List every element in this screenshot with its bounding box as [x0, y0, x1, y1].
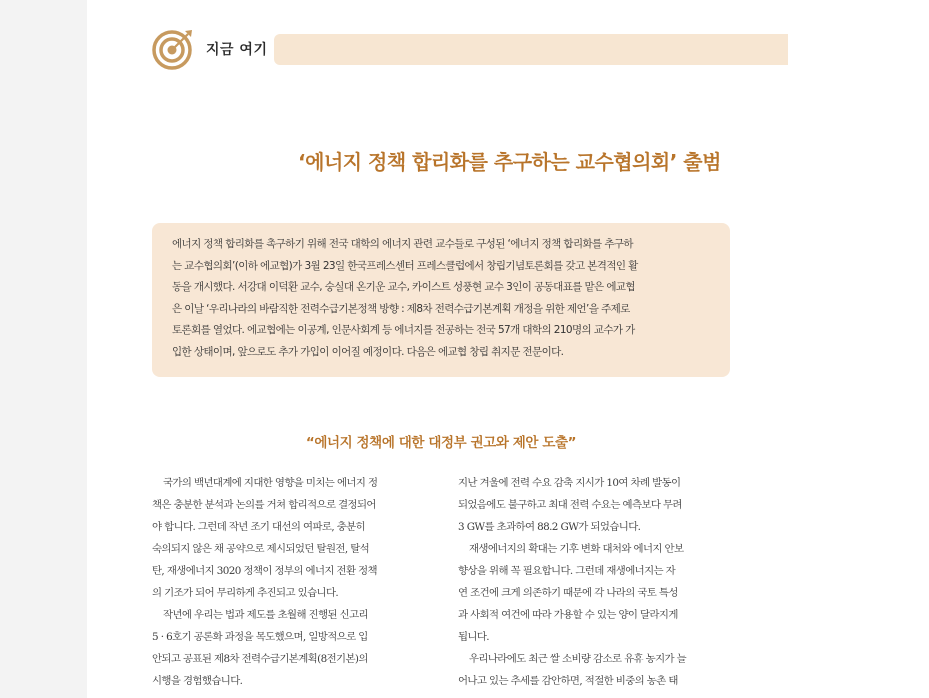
summary-box: [152, 223, 730, 377]
body-line: 5 · 6호기 공론화 과정을 목도했으며, 일방적으로 입: [152, 631, 368, 643]
body-line: 우리나라에도 최근 쌀 소비량 감소로 유휴 농지가 늘: [469, 653, 687, 665]
body-line: 탄, 재생에너지 3020 정책이 정부의 에너지 전환 정책: [152, 565, 377, 577]
header-bar: [274, 34, 788, 65]
summary-line: 는 교수협의회’(이하 에교협)가 3월 23일 한국프레스센터 프레스클럽에서 창립기념토론회를 갖고 본격적인 활: [172, 259, 638, 272]
article-title: ‘에너지 정책 합리화를 추구하는 교수협의회’ 출범: [298, 150, 721, 174]
body-column-left: [152, 472, 427, 692]
body-line: 연 조건에 크게 의존하기 때문에 각 나라의 국토 특성: [458, 587, 678, 599]
body-line: 어나고 있는 추세를 감안하면, 적절한 비중의 농촌 태: [458, 675, 678, 687]
body-line: 3 GW를 초과하여 88.2 GW가 되었습니다.: [458, 521, 641, 533]
body-line: 야 합니다. 그런데 작년 조기 대선의 여파로, 충분히: [152, 521, 366, 533]
summary-line: 은 이날 ‘우리나라의 바람직한 전력수급기본정책 방향 : 제8차 전력수급기본계획 개정을 위한 제언’을 주제로: [172, 302, 630, 315]
summary-line: 동을 개시했다. 서강대 이덕환 교수, 숭실대 온기운 교수, 카이스트 성풍현 교수 3인이 공동대표를 맡은 에교협: [172, 281, 635, 294]
summary-line: 입한 상태이며, 앞으로도 추가 가입이 이어질 예정이다. 다음은 에교협 창립 취지문 전문이다.: [172, 345, 564, 358]
page-left-margin: [0, 0, 87, 698]
body-line: 국가의 백년대계에 지대한 영향을 미치는 에너지 정: [163, 477, 378, 489]
summary-line: 에너지 정책 합리화를 촉구하기 위해 전국 대학의 에너지 관련 교수들로 구성된 ‘에너지 정책 합리화를 추구하: [172, 238, 633, 250]
body-line: 작년에 우리는 법과 제도를 초월해 진행된 신고리: [163, 609, 368, 621]
body-line: 과 사회적 여건에 따라 가용할 수 있는 양이 달라지게: [458, 609, 678, 621]
section-label: 지금 여기: [206, 42, 268, 58]
body-line: 숙의되지 않은 채 공약으로 제시되었던 탈원전, 탈석: [152, 543, 370, 555]
body-line: 시행을 경험했습니다.: [152, 675, 243, 687]
body-line: 재생에너지의 확대는 기후 변화 대처와 에너지 안보: [469, 543, 684, 555]
summary-line: 토론회를 열었다. 에교협에는 이공계, 인문사회계 등 에너지를 전공하는 전국 57개 대학의 210명의 교수가 가: [172, 324, 635, 337]
body-line: 책은 충분한 분석과 논의를 거쳐 합리적으로 결정되어: [152, 499, 376, 511]
body-line: 의 기조가 되어 무리하게 추진되고 있습니다.: [152, 587, 339, 599]
body-line: 지난 겨울에 전력 수요 감축 지시가 10여 차례 발동이: [458, 477, 681, 489]
body-line: 안되고 공표된 제8차 전력수급기본계획(8전기본)의: [152, 653, 368, 665]
body-column-right: [458, 472, 733, 692]
body-line: 향상을 위해 꼭 필요합니다. 그런데 재생에너지는 자: [458, 565, 676, 577]
section-subtitle: “에너지 정책에 대한 대정부 권고와 제안 도출”: [305, 435, 577, 451]
body-line: 되었음에도 불구하고 최대 전력 수요는 예측보다 무려: [458, 499, 682, 511]
target-icon: [152, 28, 194, 70]
body-line: 됩니다.: [458, 631, 490, 643]
